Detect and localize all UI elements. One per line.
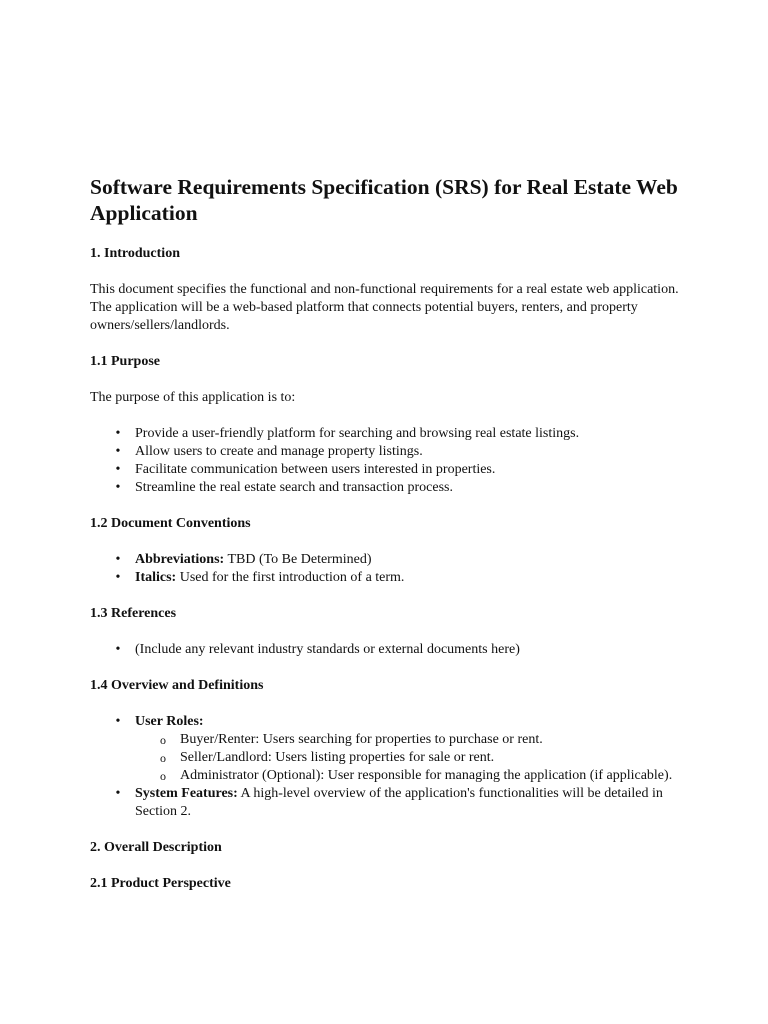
introduction-paragraph: This document specifies the functional and non-functional requirements for a real estate web application. The application will be a web-based platform that connects potential buyers, renters, and property owners/sellers/landlords. [90,282,679,333]
circle-bullet-icon: o [160,769,166,783]
term-label: Italics: [135,570,177,585]
bullet-icon: • [115,444,121,459]
sublist-item: o Seller/Landlord: Users listing properties for sale or rent. [135,749,690,767]
circle-bullet-icon: o [160,733,166,747]
section-heading-references: 1.3 References [90,606,177,621]
term-label: System Features: [135,786,238,801]
bullet-icon: • [115,786,121,801]
bullet-icon: • [115,642,121,657]
list-item: • Streamline the real estate search and transaction process. [90,479,690,497]
bullet-icon: • [115,552,121,567]
references-list [90,641,690,659]
list-item: • Allow users to create and manage property listings. [90,443,690,461]
list-item: • Italics: Used for the first introduction of a term. [90,569,690,587]
document-page [90,174,690,911]
purpose-intro: The purpose of this application is to: [90,390,296,405]
circle-bullet-icon: o [160,751,166,765]
list-item: • Abbreviations: TBD (To Be Determined) [90,551,690,569]
purpose-list [90,425,690,497]
sublist-item: o Administrator (Optional): User responsible for managing the application (if applicable). [135,767,690,785]
section-heading-introduction: 1. Introduction [90,246,180,261]
list-item: • System Features: A high-level overview of the application's functionalities will be detailed in Section 2. [90,785,690,821]
conventions-list [90,551,690,587]
list-item: • Provide a user-friendly platform for searching and browsing real estate listings. [90,425,690,443]
bullet-icon: • [115,714,121,729]
bullet-icon: • [115,426,121,441]
term-label: User Roles: [135,714,204,729]
term-label: Abbreviations: [135,552,225,567]
section-heading-purpose: 1.1 Purpose [90,354,160,369]
bullet-icon: • [115,570,121,585]
section-heading-overall-description: 2. Overall Description [90,840,222,855]
section-heading-overview: 1.4 Overview and Definitions [90,678,264,693]
list-item [90,713,690,785]
document-title: Software Requirements Specification (SRS) for Real Estate Web Application [90,175,678,225]
section-heading-product-perspective: 2.1 Product Perspective [90,876,231,891]
bullet-icon: • [115,480,121,495]
sublist-item: o Buyer/Renter: Users searching for properties to purchase or rent. [135,731,690,749]
list-item: • (Include any relevant industry standards or external documents here) [90,641,690,659]
list-item: • Facilitate communication between users interested in properties. [90,461,690,479]
section-heading-conventions: 1.2 Document Conventions [90,516,251,531]
overview-list [90,713,690,821]
user-roles-sublist [135,731,690,785]
bullet-icon: • [115,462,121,477]
